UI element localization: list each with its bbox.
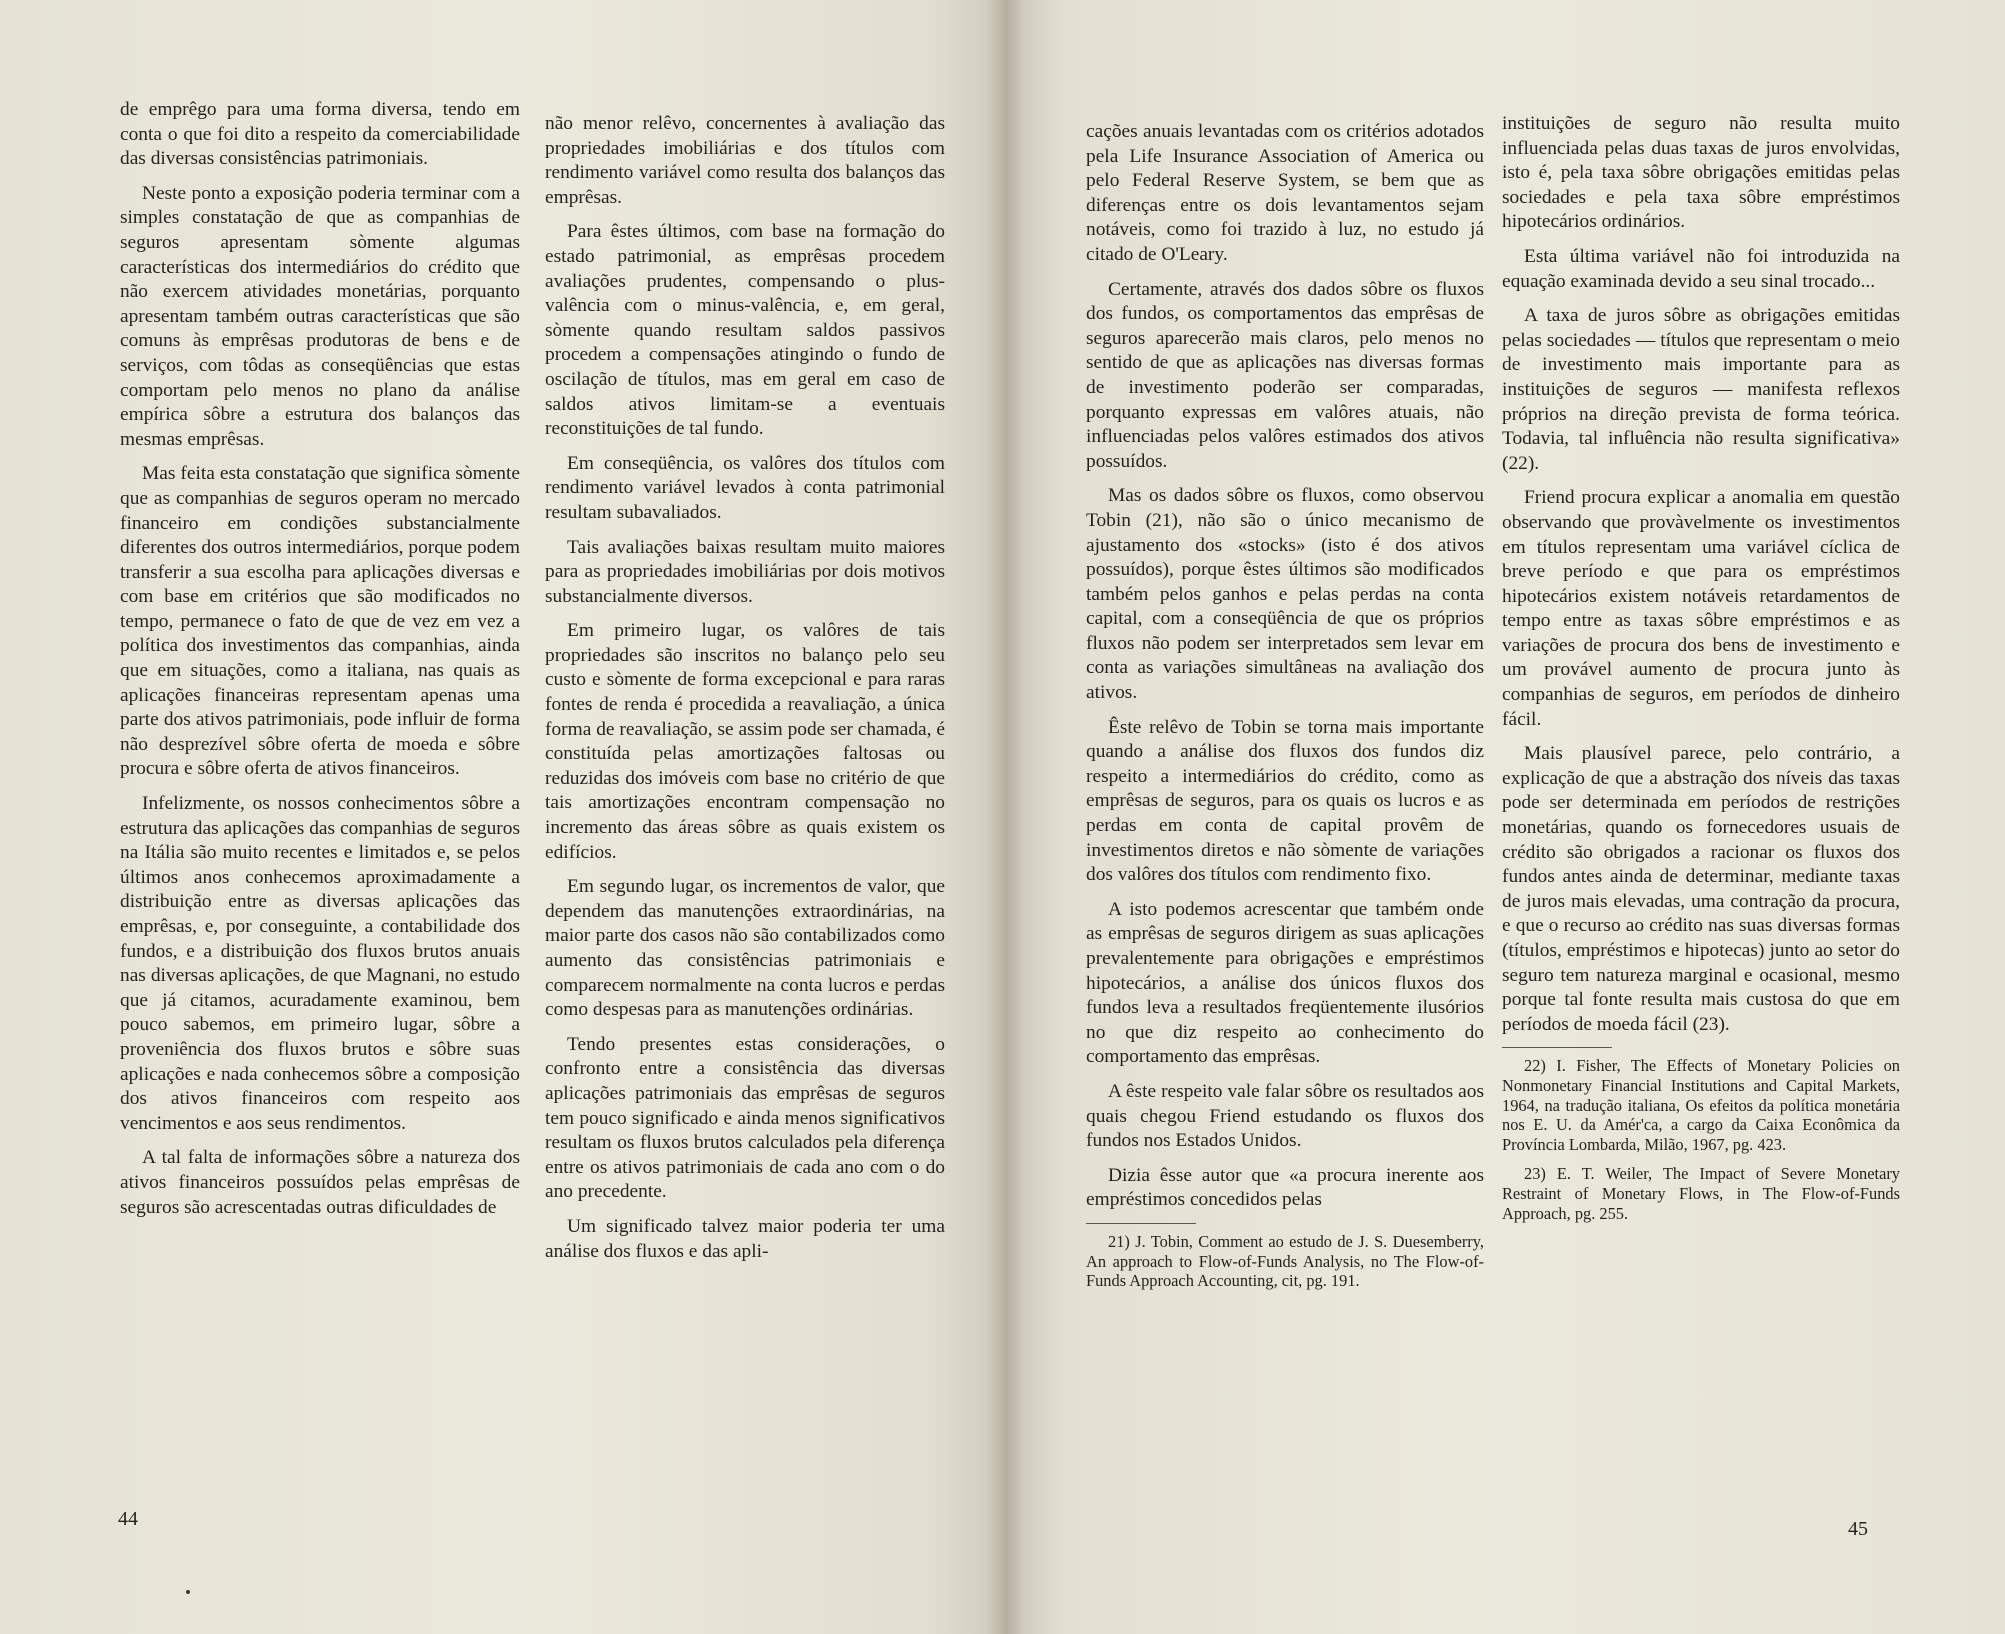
paragraph: Êste relêvo de Tobin se torna mais importante quando a análise dos fluxos dos fundos diz respeito a intermediários do crédito, como as emprêsas de seguros, para os quais os lucros e as perdas em conta de capital provêm de investimentos diretos e não sòmente de variações dos valôres dos títulos com rendimento fixo.	[1086, 716, 1484, 886]
right-page-column-2	[1502, 112, 1900, 1233]
paragraph: Para êstes últimos, com base na formação do estado patrimonial, as emprêsas procedem avaliações prudentes, compensando o plus-valência com o minus-valência, e, em geral, sòmente quando resultam saldos passivos procedem a compensações atingindo o fundo de oscilação de títulos, mas em geral em caso de saldos ativos limitam-se a eventuais reconstituições de tal fundo.	[545, 221, 945, 440]
paragraph: Mas os dados sôbre os fluxos, como observou Tobin (21), não são o único mecanismo de ajustamento dos «stocks» (isto é dos ativos possuídos), porque êstes últimos são modificados também pelos ganhos e pelas perdas na conta capital, com a conseqüência de que os próprios fluxos não podem ser interpretados sem levar em conta as variações simultâneas na avaliação dos ativos.	[1086, 485, 1484, 704]
footnote-divider	[1086, 1223, 1196, 1224]
paragraph: de emprêgo para uma forma diversa, tendo em conta o que foi dito a respeito da comerciabilidade das diversas consistências patrimoniais.	[120, 99, 520, 170]
paragraph: Tendo presentes estas considerações, o confronto entre a consistência das diversas aplicações patrimoniais das emprêsas de seguros tem pouco significado e ainda menos significativos resultam os fluxos brutos calculados pela diferença entre os ativos patrimoniais de cada ano com o do ano precedente.	[545, 1033, 945, 1203]
left-page-column-2	[545, 112, 945, 1274]
paragraph: A taxa de juros sôbre as obrigações emitidas pelas sociedades — títulos que representam o meio de investimento mais importante para as instituições de seguros — manifesta reflexos próprios na direção prevista de forma teórica. Todavia, tal influência não resulta significativa» (22).	[1502, 305, 1900, 474]
paragraph: não menor relêvo, concernentes à avaliação das propriedades imobiliárias e dos títulos com rendimento variável como resulta dos balanços das emprêsas.	[545, 113, 945, 208]
right-page	[1005, 0, 2005, 1634]
paragraph: Em segundo lugar, os incrementos de valor, que dependem das manutenções extraordinárias, na maior parte dos casos não são contabilizados como aumento das consistências patrimoniais e comparecem normalmente na conta lucros e perdas como despesas para as manutenções ordinárias.	[545, 876, 945, 1021]
book-gutter	[985, 0, 1025, 1634]
paragraph: Neste ponto a exposição poderia terminar com a simples constatação de que as companhias de seguros apresentam sòmente algumas características dos intermediários do crédito que não exercem atividades monetárias, porquanto apresentam também outras características que são comuns às emprêsas produtoras de bens e de serviços, com tôdas as conseqüências que estas comportam pelo menos no plano da análise empírica sôbre a estrutura dos balanços das mesmas emprêsas.	[120, 182, 520, 450]
paragraph: Friend procura explicar a anomalia em questão observando que provàvelmente os investimentos em títulos representam uma variável cíclica de breve período e que para os empréstimos hipotecários existem notáveis retardamentos de tempo entre as taxas sôbre empréstimos e as variações de procura dos bens de investimento e um provável aumento de procura junto às companhias de seguros, em períodos de dinheiro fácil.	[1502, 487, 1900, 730]
paragraph: A êste respeito vale falar sôbre os resultados aos quais chegou Friend estudando os fluxos dos fundos nos Estados Unidos.	[1086, 1080, 1484, 1152]
paragraph: Em conseqüência, os valôres dos títulos com rendimento variável levados à conta patrimonial resultam subavaliados.	[545, 452, 945, 523]
paragraph: Infelizmente, os nossos conhecimentos sôbre a estrutura das aplicações das companhias de seguros na Itália são muito recentes e limitados e, se pelos últimos anos conhecemos aproximadamente a distribuição entre as diversas aplicações das emprêsas, e, por conseguinte, a contabilidade dos fundos, e a distribuição dos fluxos brutos anuais nas diversas aplicações, de que Magnani, no estudo que já citamos, acuradamente examinou, bem pouco sabemos, em primeiro lugar, sôbre a proveniência dos fluxos brutos e sôbre suas aplicações e nada conhecemos sôbre a composição dos ativos financeiros com respeito aos vencimentos e aos seus rendimentos.	[120, 793, 520, 1134]
footnote: 21) J. Tobin, Comment ao estudo de J. S. Duesemberry, An approach to Flow-of-Funds Analysis, no The Flow-of-Funds Approach Accounting, cit, pg. 191.	[1086, 1231, 1484, 1291]
paragraph: Em primeiro lugar, os valôres de tais propriedades são inscritos no balanço pelo seu custo e sòmente de forma excepcional e para raras fontes de renda é procedida a reavaliação, a única forma de reavaliação, se assim pode ser chamada, é constituída pelas amortizações faltosas ou reduzidas dos imóveis com base no critério de que tais amortizações encontram compensação no incremento das áreas sôbre as quais existem os edifícios.	[545, 620, 945, 863]
footnote: 22) I. Fisher, The Effects of Monetary Policies on Nonmonetary Financial Institutions and Capital Markets, 1964, na tradução italiana, Os efeitos da política monetária nos E. U. da Amér'ca, a cargo da Caixa Econômica da Província Lombarda, Milão, 1967, pg. 423.	[1502, 1056, 1900, 1154]
footnote: 23) E. T. Weiler, The Impact of Severe Monetary Restraint of Monetary Flows, in The Flow-of-Funds Approach, pg. 255.	[1502, 1164, 1900, 1223]
paragraph: instituições de seguro não resulta muito influenciada pelas duas taxas de juros envolvidas, isto é, pela taxa sôbre obrigações emitidas pelas sociedades e pela taxa sôbre empréstimos hipotecários ordinários.	[1502, 113, 1900, 233]
page-number: 44	[118, 1508, 138, 1530]
paragraph: Tais avaliações baixas resultam muito maiores para as propriedades imobiliárias por dois motivos substancialmente diversos.	[545, 536, 945, 607]
paragraph: Esta última variável não foi introduzida na equação examinada devido a seu sinal trocado...	[1502, 245, 1900, 292]
right-page-column-1	[1086, 120, 1484, 1301]
page-number: 45	[1848, 1518, 1868, 1540]
paragraph: A tal falta de informações sôbre a natureza dos ativos financeiros possuídos pelas emprêsas de seguros são acrescentadas outras dificuldades de	[120, 1147, 520, 1218]
paragraph: A isto podemos acrescentar que também onde as emprêsas de seguros dirigem as suas aplicações prevalentemente para obrigações e empréstimos hipotecários, a análise dos únicos fluxos dos fundos leva a resultados freqüentemente ilusórios no que diz respeito ao conhecimento do comportamento das emprêsas.	[1086, 898, 1484, 1068]
paragraph: Certamente, através dos dados sôbre os fluxos dos fundos, os comportamentos das emprêsas de seguros aparecerão mais claros, pelo menos no sentido de que as aplicações nas diversas formas de investimento poderão ser comparadas, porquanto expressas em valôres atuais, não influenciadas pelos valôres estimados dos ativos possuídos.	[1086, 278, 1484, 472]
footnote-divider	[1502, 1047, 1612, 1048]
paragraph: Dizia êsse autor que «a procura inerente aos empréstimos concedidos pelas	[1086, 1164, 1484, 1211]
paragraph: cações anuais levantadas com os critérios adotados pela Life Insurance Association of America ou pelo Federal Reserve System, se bem que as diferenças entre os dois levantamentos sejam notáveis, como foi trazido à luz, no estudo já citado de O'Leary.	[1086, 121, 1484, 265]
paper-speck	[186, 1590, 190, 1594]
paragraph: Mas feita esta constatação que significa sòmente que as companhias de seguros operam no mercado financeiro em condições substancialmente diferentes dos outros intermediários, porque podem transferir a sua escolha para aplicações diversas e com base em critérios que são modificados no tempo, permanece o fato de que de vez em vez a política dos investimentos das companhias, ainda que em situações, como a italiana, nas quais as aplicações financeiras representam apenas uma parte dos ativos patrimoniais, pode influir de forma não desprezível sôbre oferta de moeda e sôbre procura e sôbre oferta de ativos financeiros.	[120, 463, 520, 780]
left-page-column-1	[120, 98, 520, 1230]
paragraph: Mais plausível parece, pelo contrário, a explicação de que a abstração dos níveis das taxas pode ser determinada em períodos de restrições monetárias, quando os fornecedores usuais de crédito são obrigados a racionar os fluxos dos fundos antes ainda de determinar, mediante taxas de juros mais elevadas, uma contração da procura, e que o recurso ao crédito nas suas diversas formas (títulos, empréstimos e hipotecas) junto ao setor do seguro tem natureza marginal e ocasional, mesmo porque tal fonte resulta mais custosa do que em períodos de moeda fácil (23).	[1502, 743, 1900, 1035]
paragraph: Um significado talvez maior poderia ter uma análise dos fluxos e das apli-	[545, 1215, 945, 1262]
